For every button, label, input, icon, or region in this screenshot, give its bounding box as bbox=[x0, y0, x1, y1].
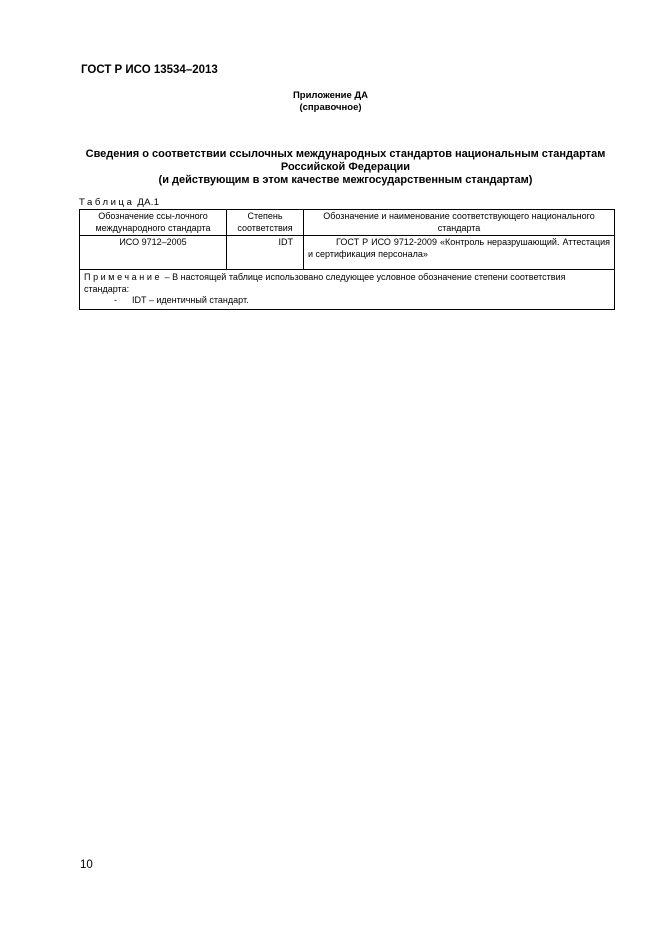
table-label bbox=[79, 197, 159, 208]
header-degree: Степень соответствия bbox=[227, 210, 304, 236]
note-body: – В настоящей таблице использовано следующее условное обозначение степени соответствия стандарта: bbox=[84, 272, 566, 294]
header-ref-standard: Обозначение ссы-лочного международного стандарта bbox=[80, 210, 227, 236]
cell-national-standard: ГОСТ Р ИСО 9712-2009 «Контроль неразрушающий. Аттестация и сертификация персонала» bbox=[304, 236, 615, 270]
table-note-row bbox=[80, 270, 615, 310]
document-number: ГОСТ Р ИСО 13534–2013 bbox=[81, 64, 218, 76]
note-item-text: IDT – идентичный стандарт. bbox=[132, 295, 249, 305]
table-header-row bbox=[80, 210, 615, 236]
cell-degree: IDT bbox=[227, 236, 304, 270]
note-text bbox=[84, 272, 610, 295]
page-number: 10 bbox=[80, 859, 93, 871]
note-item bbox=[84, 295, 610, 307]
table-row bbox=[80, 236, 615, 270]
standards-table bbox=[79, 209, 615, 310]
appendix-title bbox=[70, 148, 621, 187]
table-label-word: Таблица bbox=[79, 197, 135, 208]
note-head: Примечание bbox=[84, 272, 163, 282]
appendix-title-line1: Сведения о соответствии ссылочных международных стандартов национальным стандартам bbox=[85, 148, 606, 160]
cell-ref-standard: ИСО 9712–2005 bbox=[80, 236, 227, 270]
appendix-heading bbox=[0, 90, 661, 114]
header-national-standard: Обозначение и наименование соответствующего национального стандарта bbox=[304, 210, 615, 236]
appendix-title-line2: Российской Федерации bbox=[280, 161, 411, 173]
appendix-label: Приложение ДА bbox=[292, 90, 369, 101]
table-label-number: ДА.1 bbox=[137, 197, 160, 208]
table-note bbox=[80, 270, 615, 310]
note-bullet: - bbox=[114, 295, 117, 305]
appendix-title-line3: (и действующим в этом качестве межгосударственным стандартам) bbox=[158, 174, 533, 186]
appendix-kind: (справочное) bbox=[299, 102, 362, 113]
